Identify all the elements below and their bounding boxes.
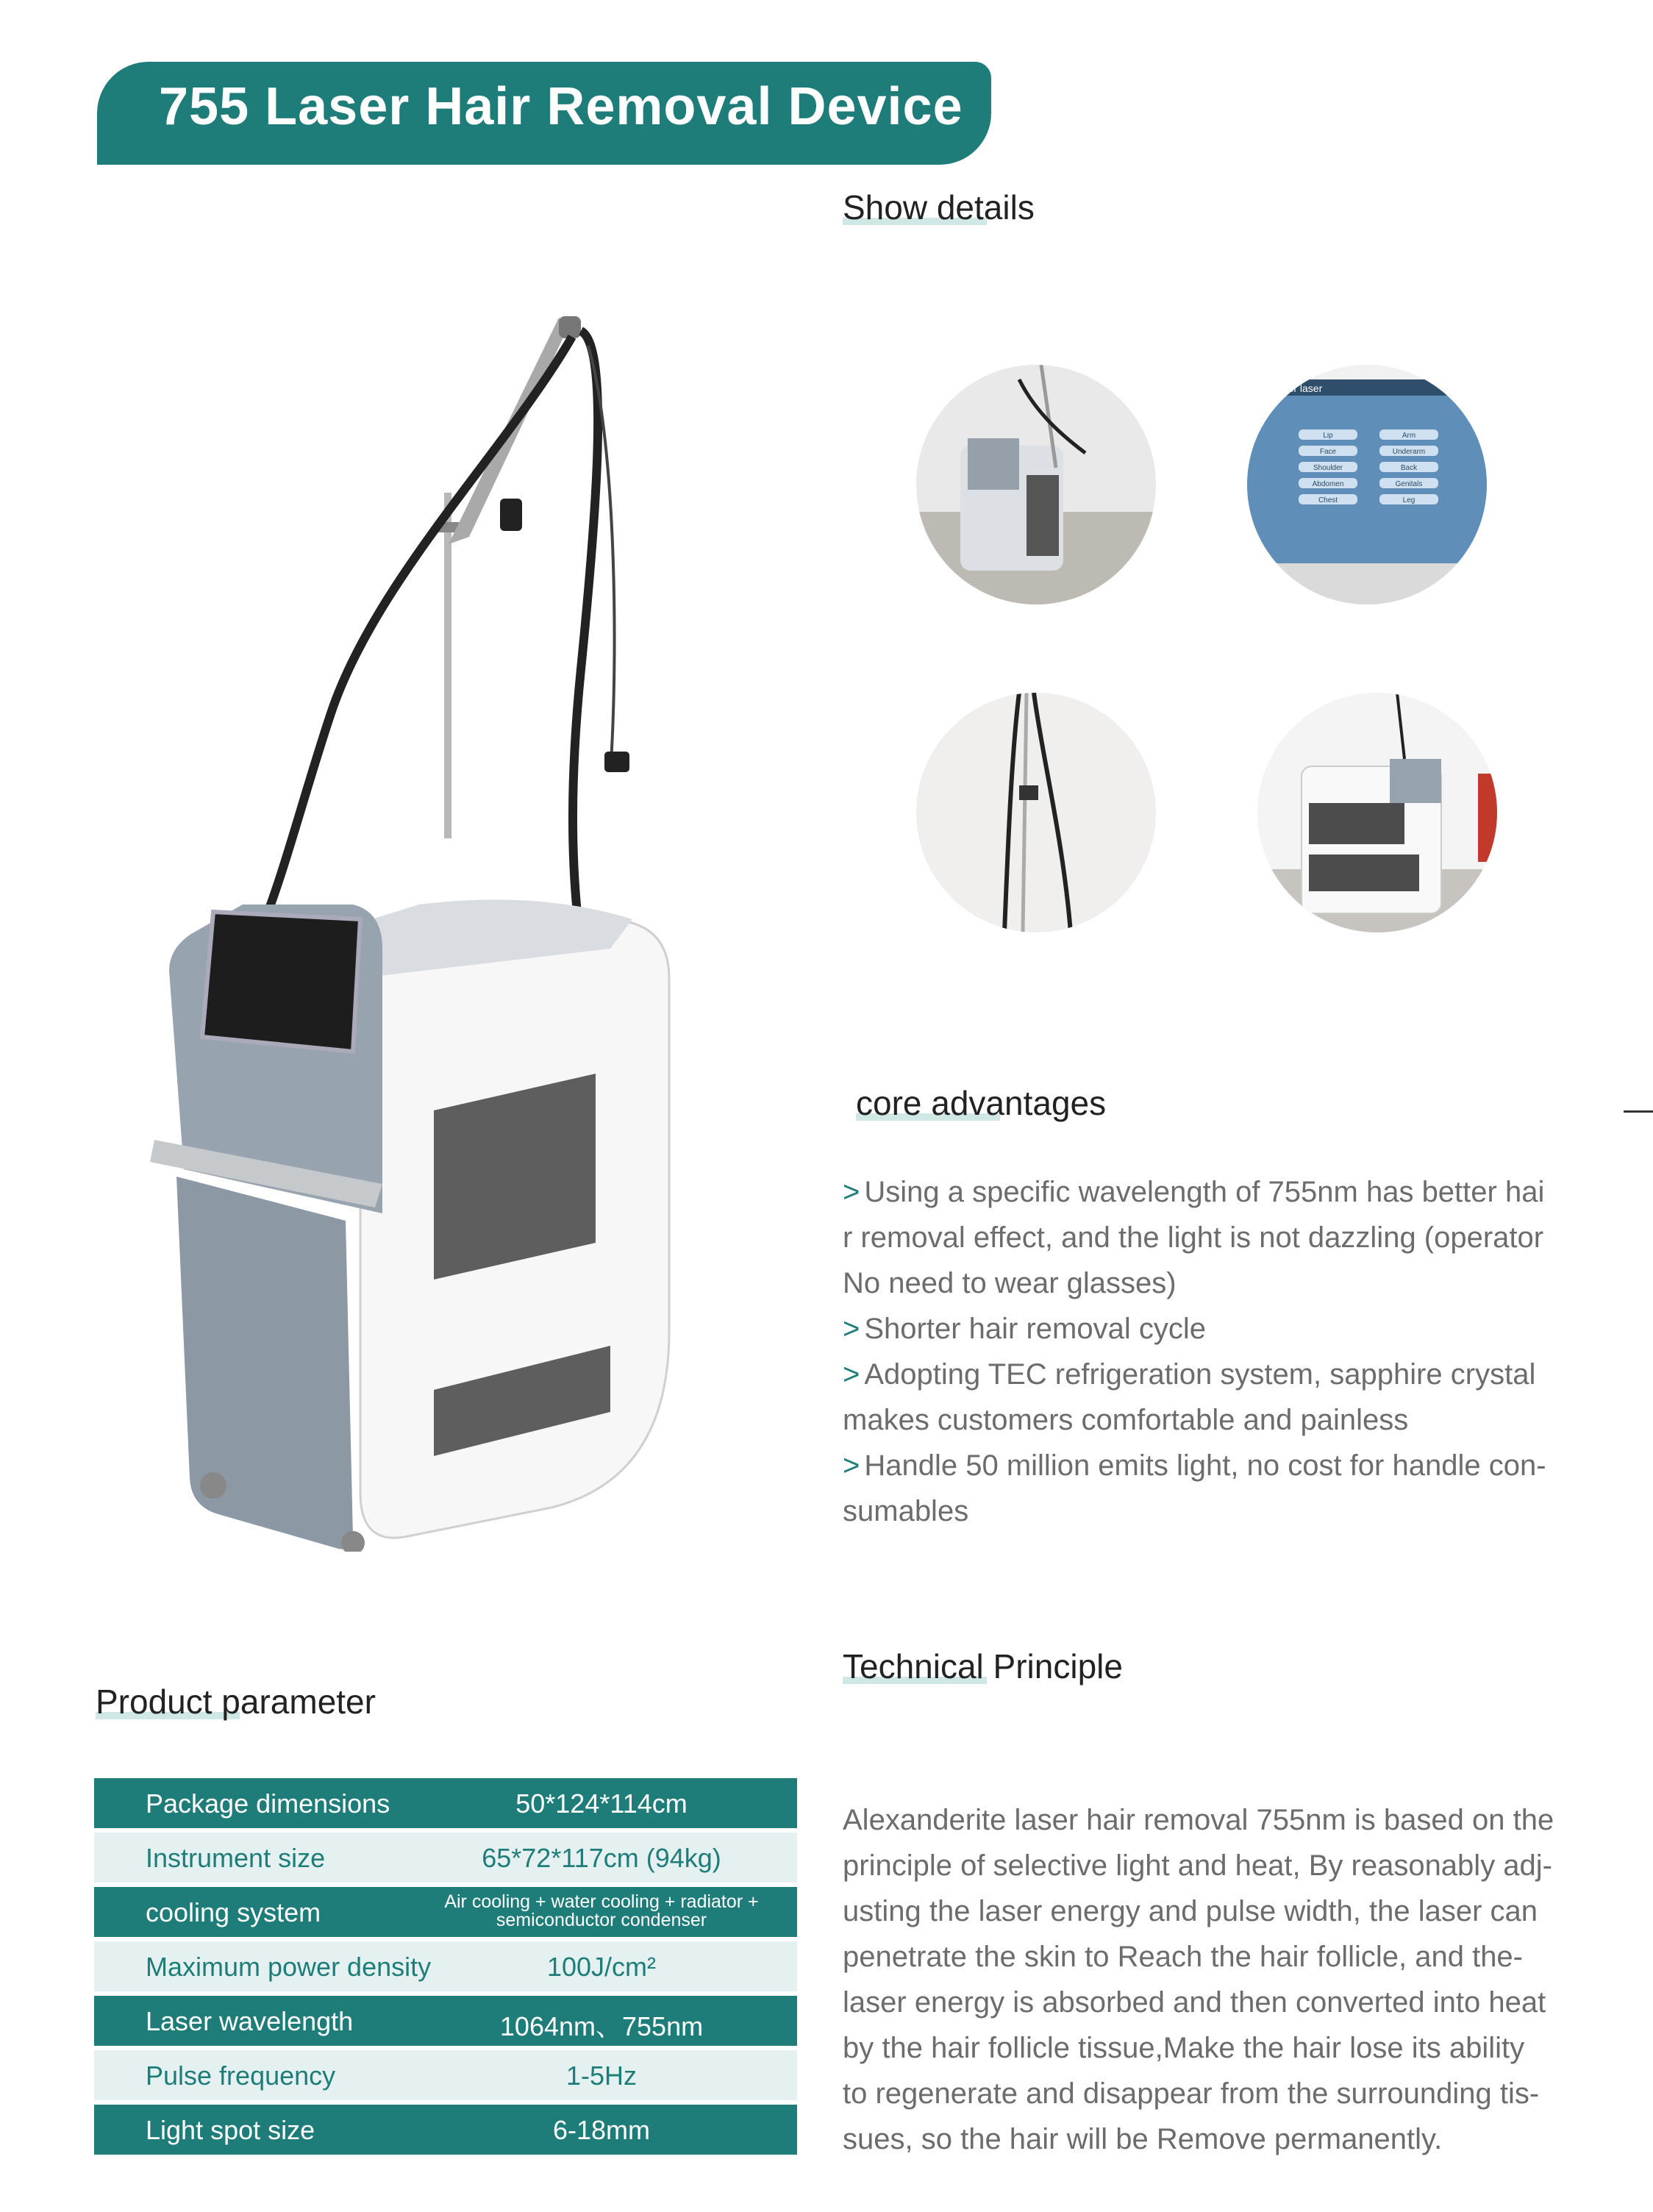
table-row [94,1941,797,1991]
advantage-line: > Shorter hair removal cycle [843,1313,1206,1345]
table-row [94,1833,797,1883]
param-value: 1-5Hz [565,2061,638,2091]
svg-text:Underarm: Underarm [1392,448,1426,456]
principle-line: penetrate the skin to Reach the hair follicle, and the- [843,1941,1523,1973]
svg-text:Face: Face [1319,448,1337,456]
advantage-line: sumables [843,1495,969,1527]
param-value: 65*72*117cm (94kg) [482,1843,721,1873]
table-row [94,2050,797,2100]
table-row [94,2105,797,2155]
principle-line: Alexanderite laser hair removal 755nm is based on the [843,1804,1554,1836]
param-label: Instrument size [146,1843,326,1873]
advantage-line: > Using a specific wavelength of 755nm has better hai [843,1176,1545,1208]
advantage-line: No need to wear glasses) [843,1267,1177,1299]
param-value: 6-18mm [552,2115,651,2145]
param-value: 1064nm、755nm [499,2011,704,2041]
page-title: 755 Laser Hair Removal Device [159,77,963,136]
param-label: cooling system [146,1897,321,1927]
advantage-line: makes customers comfortable and painless [843,1404,1409,1436]
principle-line: principle of selective light and heat, By reasonably adj- [843,1849,1552,1882]
principle-paragraph [843,1797,1554,2162]
advantage-line: > Handle 50 million emits light, no cost for handle con- [843,1449,1546,1482]
technical-principle-heading: Technical Principle [843,1647,1123,1685]
detail-thumb-screen [1247,365,1487,604]
param-value: 50*124*114cm [515,1788,688,1819]
show-details-heading: Show details [843,188,1035,226]
detail-thumb-machine-front [1257,693,1497,932]
param-value: 100J/cm² [546,1952,657,1982]
svg-text:Genitals: Genitals [1395,480,1423,488]
principle-line: sues, so the hair will be Remove permanently. [843,2123,1443,2155]
svg-text:Arm: Arm [1402,432,1416,440]
param-label: Package dimensions [146,1788,390,1819]
param-label: Light spot size [146,2115,315,2145]
param-label: Maximum power density [146,1952,432,1982]
advantages-list [843,1169,1546,1534]
param-label: Laser wavelength [146,2006,354,2036]
principle-line: laser energy is absorbed and then converted into heat [843,1986,1546,2019]
screen-header: nder laser [1277,382,1323,394]
principle-line: by the hair follicle tissue,Make the hair lose its ability [843,2032,1525,2064]
svg-text:Back: Back [1400,464,1418,472]
detail-thumb-machine-side [916,365,1156,604]
svg-text:Chest: Chest [1318,496,1338,504]
edge-mark [1624,1110,1653,1113]
table-row [94,1996,797,2046]
table-row [94,1887,797,1937]
core-advantages-heading: core advantages [856,1084,1107,1122]
param-label: Pulse frequency [146,2061,336,2091]
svg-text:Lip: Lip [1323,432,1333,440]
param-value: Air cooling + water cooling + radiator + semiconductor condenser [444,1891,759,1930]
table-row [94,1778,797,1828]
detail-thumb-cables [916,693,1156,932]
advantage-line: > Adopting TEC refrigeration system, sapphire crystal [843,1358,1536,1391]
main-device-image [140,302,699,1552]
svg-text:Shoulder: Shoulder [1313,464,1343,472]
product-parameter-heading: Product parameter [96,1683,376,1721]
svg-text:Abdomen: Abdomen [1312,480,1344,488]
parameter-table [94,1778,797,2159]
principle-line: usting the laser energy and pulse width, the laser can [843,1895,1538,1927]
svg-text:Leg: Leg [1402,496,1415,504]
advantage-line: r removal effect, and the light is not dazzling (operator [843,1221,1544,1254]
principle-line: to regenerate and disappear from the surrounding tis- [843,2077,1540,2110]
